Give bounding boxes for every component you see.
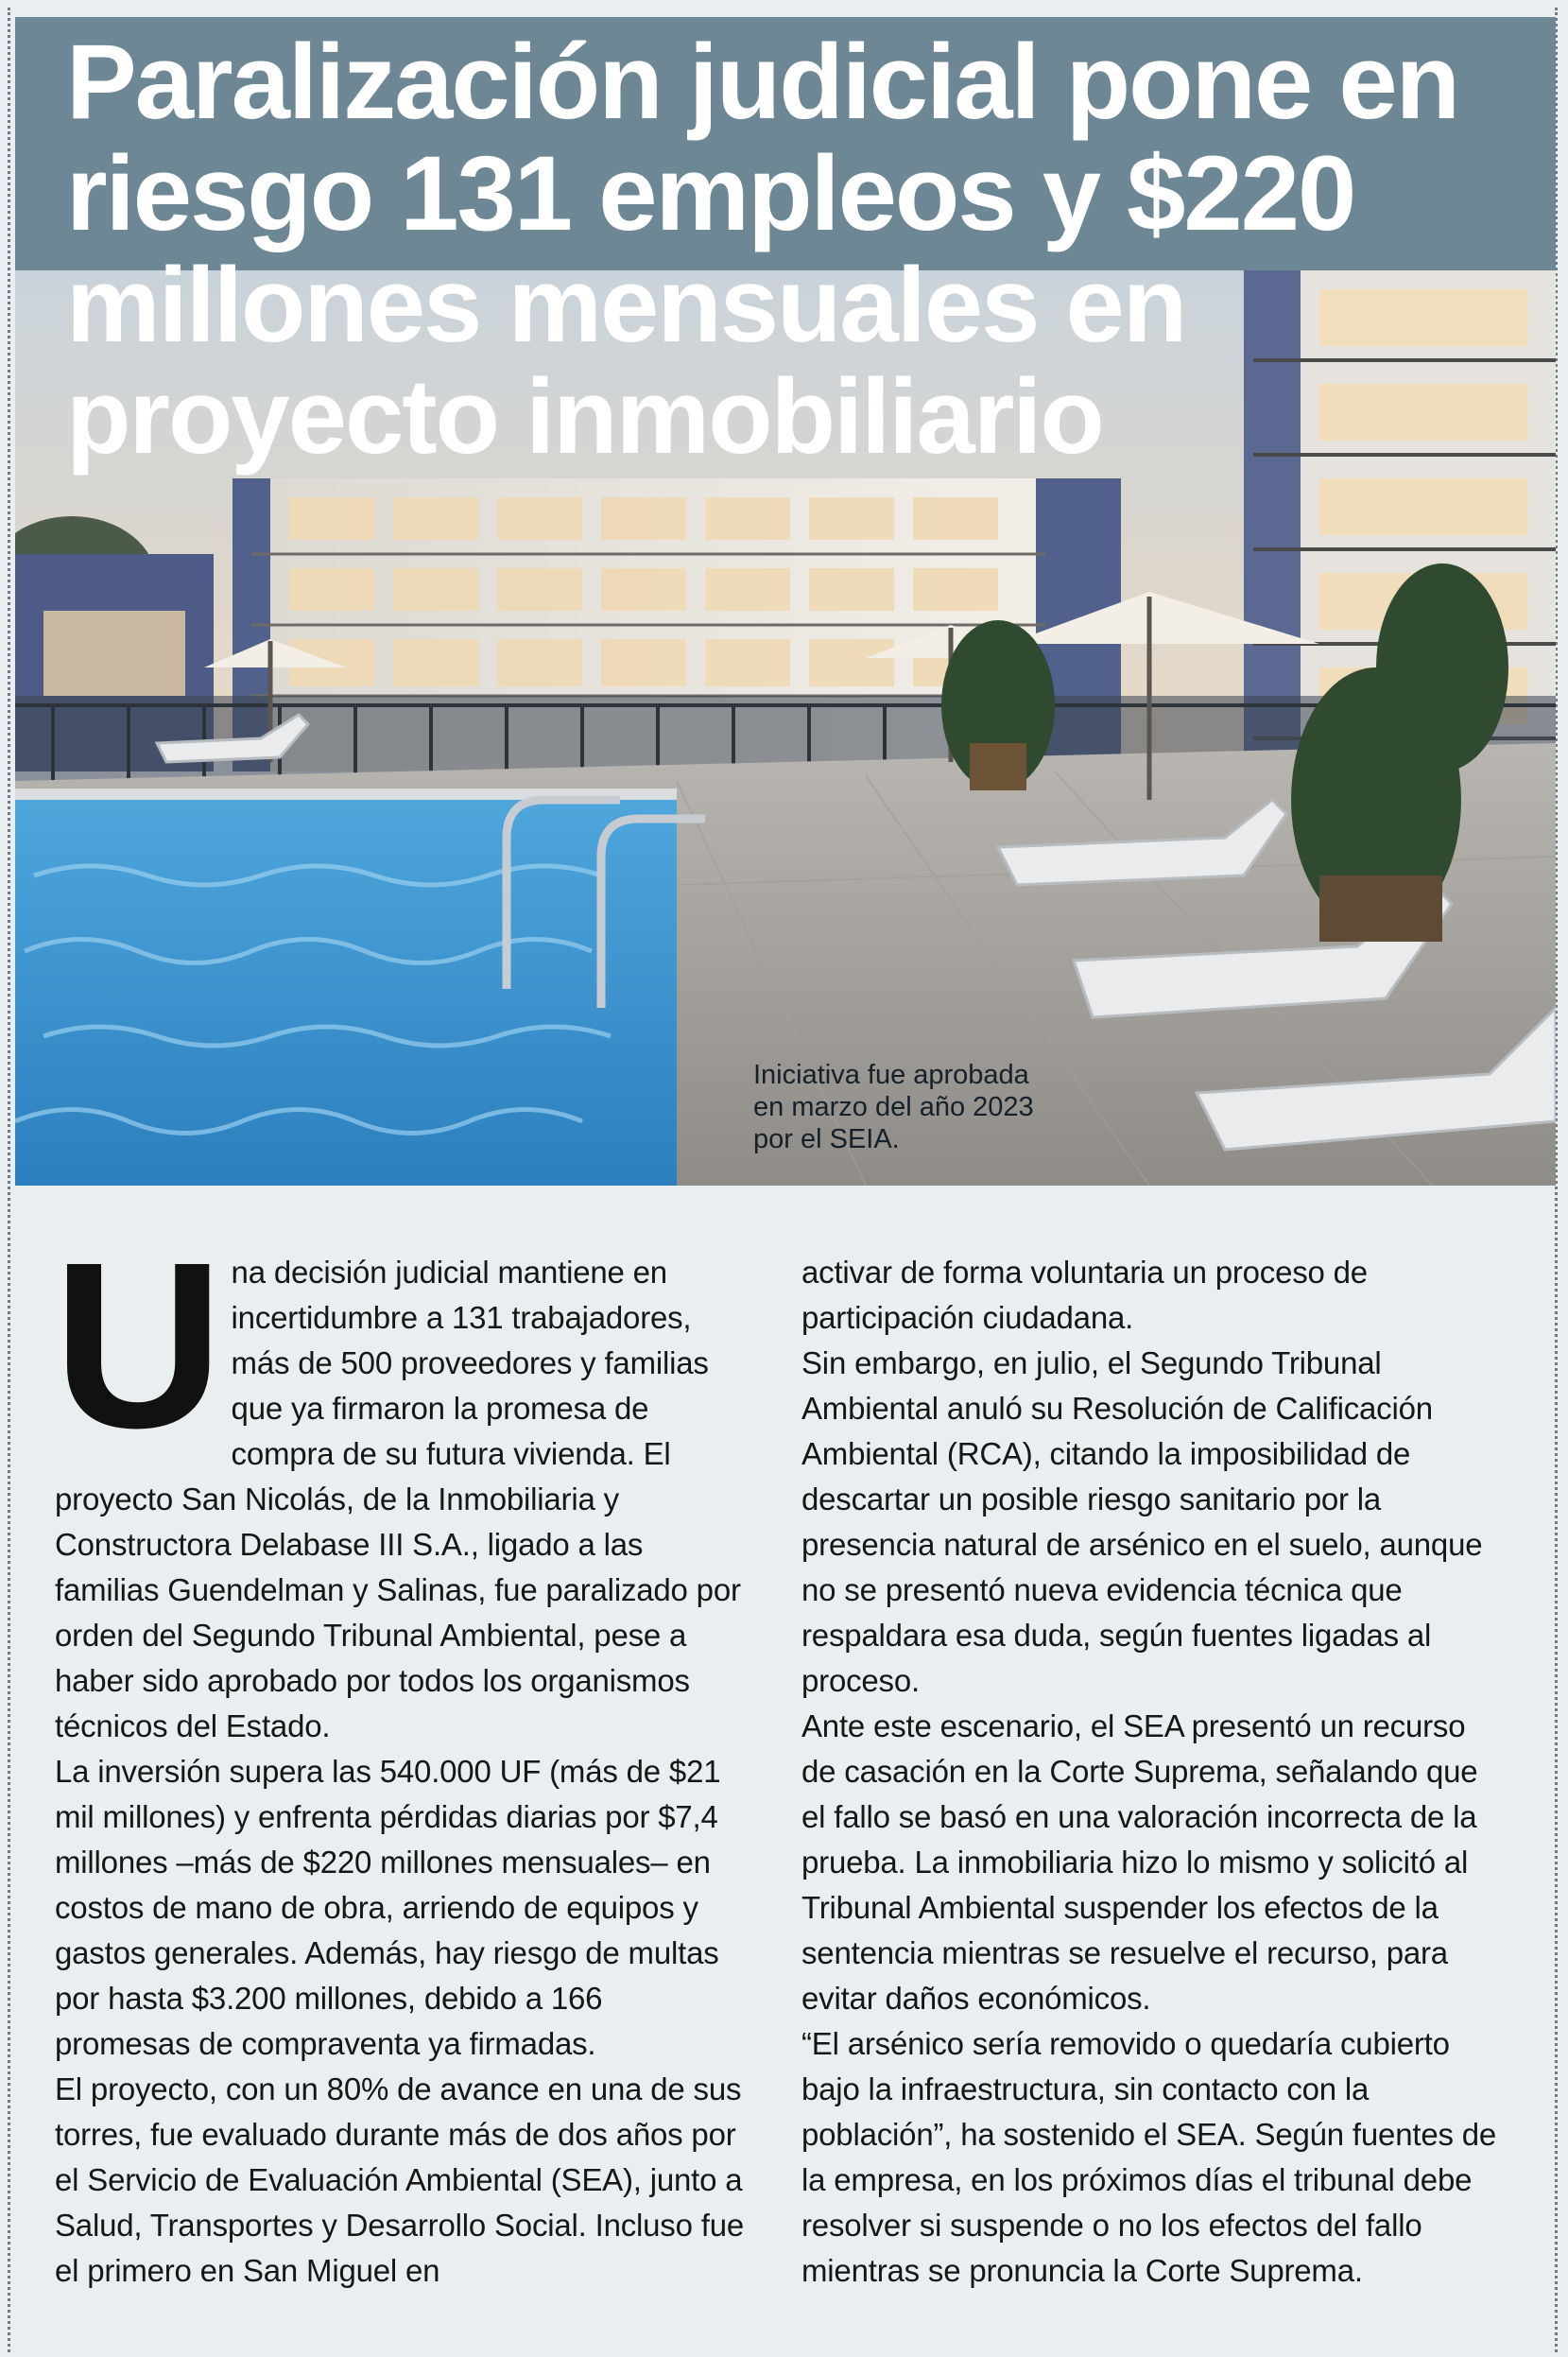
article-paragraph: La inversión supera las 540.000 UF (más de $21 mil millones) y enfrenta pérdidas diarias por $7,4 millones –más de $220 millones mensuales– en costos de mano de obra, arriendo de equipos y gastos generales. Además, hay riesgo de multas por hasta $3.200 millones, debido a 166 promesas de compraventa ya firmadas. <box>55 1754 721 2061</box>
article-paragraph: Ante este escenario, el SEA presentó un recurso de casación en la Corte Suprema, señalando que el fallo se basó en una valoración incorrecta de la prueba. La inmobiliaria hizo lo mismo y solicitó al Tribunal Ambiental suspender los efectos de la sentencia mientras se resuelve el recurso, para evitar daños económicos. <box>801 1708 1478 2016</box>
headline: Paralización judicial pone en riesgo 131 empleos y $220 millones mensuales en proyecto inmobiliario <box>66 23 1459 476</box>
article-paragraph: “El arsénico sería removido o quedaría cubierto bajo la infraestructura, sin contacto con la población”, ha sostenido el SEA. Según fuentes de la empresa, en los próximos días el tribunal debe resolver si suspende o no los efectos del fallo mientras se pronuncia la Corte Suprema. <box>801 2026 1497 2288</box>
article-body <box>53 1213 1497 2337</box>
paragraph-text: na decisión judicial mantiene en incertidumbre a 131 trabajadores, más de 500 proveedores y familias que ya firmaron la promesa de compra de su futura vivienda. El proyecto San Nicolás, de la Inmobiliaria y Constructora Delabase III S.A., ligado a las familias Guendelman y Salinas, fue paralizado por orden del Segundo Tribunal Ambiental, pese a haber sido aprobado por todos los organismos técnicos del Estado. <box>55 1255 741 1743</box>
article-paragraph: Sin embargo, en julio, el Segundo Tribunal Ambiental anuló su Resolución de Calificación Ambiental (RCA), citando la imposibilidad de descartar un posible riesgo sanitario por la presencia natural de arsénico en el suelo, aunque no se presentó nueva evidencia técnica que respaldara esa duda, según fuentes ligadas al proceso. <box>801 1345 1483 1698</box>
article-paragraph <box>53 1213 745 1749</box>
article-column-left <box>53 1213 745 2294</box>
caption-line: Iniciativa fue aprobada <box>753 1060 1029 1090</box>
caption-line: en marzo del año 2023 <box>753 1092 1034 1122</box>
article-paragraph: activar de forma voluntaria un proceso de participación ciudadana. <box>801 1255 1368 1335</box>
article-column-right <box>801 1250 1506 2294</box>
caption-line: por el SEIA. <box>753 1124 900 1154</box>
photo-caption <box>753 1059 1150 1155</box>
article-paragraph: El proyecto, con un 80% de avance en una de sus torres, fue evaluado durante más de dos años por el Servicio de Evaluación Ambiental (SEA), junto a Salud, Transportes y Desarrollo Social. Incluso fue el primero en San Miguel en <box>55 2071 744 2288</box>
drop-cap: U <box>53 1213 218 1477</box>
